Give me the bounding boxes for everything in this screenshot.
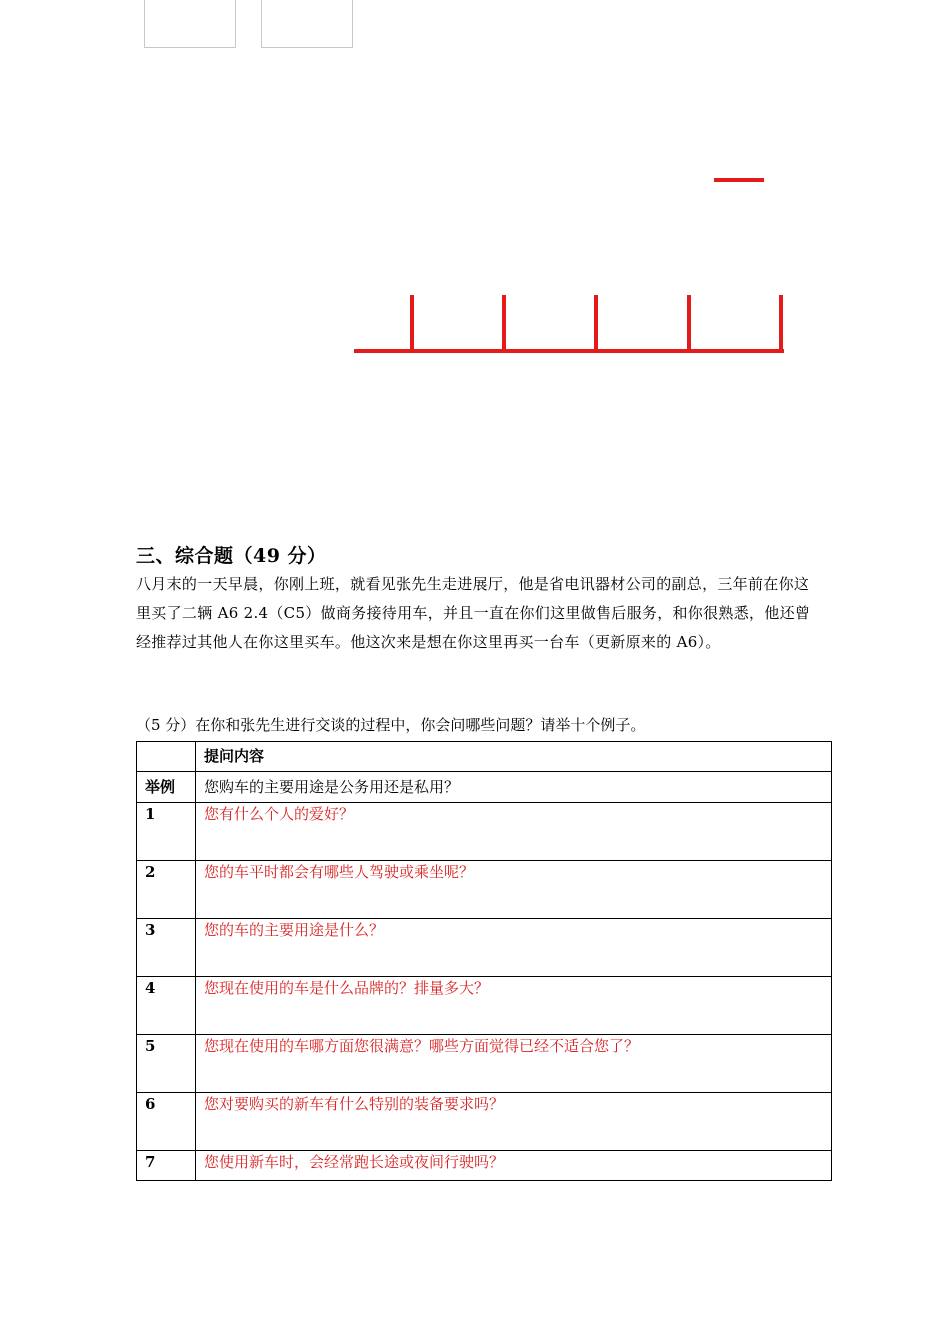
row-number: 5 — [137, 1035, 196, 1093]
row-number: 6 — [137, 1093, 196, 1151]
row-number: 4 — [137, 977, 196, 1035]
header-cell-content: 提问内容 — [196, 742, 832, 772]
red-dash-mark — [714, 178, 764, 182]
row-number: 3 — [137, 919, 196, 977]
example-text: 您购车的主要用途是公务用还是私用？ — [196, 772, 832, 803]
row-answer: 您有什么个人的爱好？ — [196, 803, 832, 861]
row-answer: 您现在使用的车哪方面您很满意？哪些方面觉得已经不适合您了？ — [196, 1035, 832, 1093]
row-answer: 您使用新车时，会经常跑长途或夜间行驶吗？ — [196, 1151, 832, 1181]
table-row — [137, 1151, 832, 1181]
table-row — [137, 1035, 832, 1093]
section-title: 三、综合题（49 分） — [136, 545, 327, 567]
row-number: 7 — [137, 1151, 196, 1181]
row-answer: 您的车平时都会有哪些人驾驶或乘坐呢？ — [196, 861, 832, 919]
red-tick-2 — [502, 295, 506, 351]
table-row — [137, 803, 832, 861]
question-table — [136, 741, 832, 1181]
red-tick-3 — [594, 295, 598, 351]
example-label: 举例 — [137, 772, 196, 803]
row-number: 1 — [137, 803, 196, 861]
row-answer: 您对要购买的新车有什么特别的装备要求吗？ — [196, 1093, 832, 1151]
header-cell-number — [137, 742, 196, 772]
red-baseline — [354, 349, 784, 353]
row-answer: 您的车的主要用途是什么？ — [196, 919, 832, 977]
row-answer: 您现在使用的车是什么品牌的？排量多大？ — [196, 977, 832, 1035]
row-number: 2 — [137, 861, 196, 919]
top-box-left — [144, 0, 236, 48]
red-tick-5 — [779, 295, 783, 353]
table-row — [137, 1093, 832, 1151]
table-row — [137, 919, 832, 977]
red-tick-4 — [687, 295, 691, 351]
table-header-row — [137, 742, 832, 772]
red-tick-1 — [410, 295, 414, 351]
table-row — [137, 977, 832, 1035]
example-row — [137, 772, 832, 803]
top-box-right — [261, 0, 353, 48]
scenario-paragraph: 八月末的一天早晨，你刚上班，就看见张先生走进展厅，他是省电讯器材公司的副总，三年前在你这里买了二辆 A6 2.4（C5）做商务接待用车，并且一直在你们这里做售后服务，和你很熟悉，他还曾经推荐过其他人在你这里买车。他这次来是想在你这里再买一台车（更新原来的 A6）。 — [136, 575, 811, 651]
question-prompt: （5 分）在你和张先生进行交谈的过程中，你会问哪些问题？请举十个例子。 — [136, 716, 646, 734]
table-row — [137, 861, 832, 919]
